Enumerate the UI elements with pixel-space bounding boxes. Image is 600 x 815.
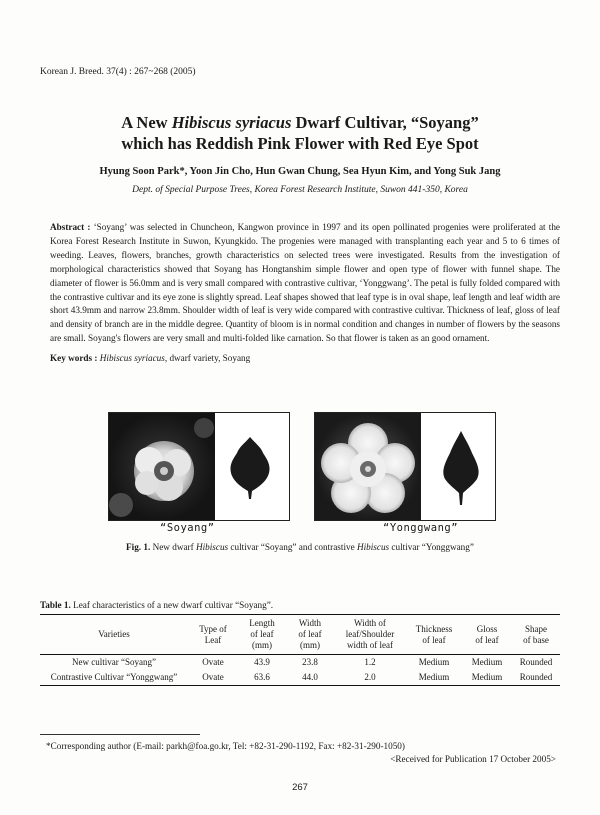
table-cell: 63.6 — [254, 672, 270, 682]
keywords-species: Hibiscus syriacus — [99, 353, 165, 363]
header-thickness — [406, 615, 462, 655]
table-row — [40, 655, 560, 671]
table-cell: 2.0 — [364, 672, 376, 682]
header-varieties — [40, 615, 188, 655]
table-row — [40, 670, 560, 686]
header-line: Type of — [199, 623, 227, 634]
table-cell: 1.2 — [364, 657, 376, 667]
header-line: Width of — [354, 618, 386, 628]
table-cell: Rounded — [519, 672, 553, 682]
table-cell: Ovate — [202, 672, 224, 682]
caption-part: cultivar “Soyang” and contrastive — [228, 542, 357, 552]
table-caption-label: Table 1. — [40, 600, 71, 610]
header-line: of leaf — [475, 634, 499, 645]
flower-photo-yonggwang — [315, 413, 421, 520]
table-cell: Medium — [418, 657, 450, 667]
header-line: Thickness — [415, 623, 453, 634]
table-caption — [40, 600, 273, 610]
table-cell: Medium — [471, 657, 503, 667]
leaf-characteristics-table — [40, 614, 560, 686]
header-line: Shape — [525, 623, 547, 634]
header-length-of-leaf — [238, 615, 286, 655]
table-cell: Ovate — [202, 657, 224, 667]
leaf-yonggwang-icon — [439, 429, 483, 507]
abstract-text: ‘Soyang’ was selected in Chuncheon, Kangwon province in 1997 and its open pollinated progenies were proliferated at the Korea Forest Research Institute in Suwon, Kyungkido. The progenies were managed with transplanting each year and 5 to 6 times of weeding. Leaves, flowers, branches, growth characteristics on selected trees were investigated. Results from the investigation of morphological characteristics showed that Soyang has Hongtanshim simple flower and open type of flower with funnel shape. The diameter of flower is 56.0mm and is very small compared with contrastive cultivar, ‘Yonggwang’. The petal is fully folded compared with the contrastive cultivar and its eye zone is slightly spread. Leaf shapes showed that leaf type is in oval shape, leaf length and leaf width are short 43.9mm and narrow 23.8mm. Shoulder width of leaf is very wide compared with contrastive cultivar. Thickness of leaf, gloss of leaf and density of branch are in the middle degree. Quantity of bloom is in normal condition and changes in number of flowers by the seasons are small. Soyang's flowers are very small and multi-folded like carnation. So that flower is taken as an good ornament. — [50, 222, 561, 344]
table-cell: 43.9 — [254, 657, 270, 667]
header-line: of base — [523, 634, 549, 645]
table-cell: 23.8 — [302, 657, 318, 667]
header-line: (mm) — [252, 640, 272, 650]
caption-genus: Hibiscus — [195, 542, 229, 552]
keywords-rest: , dwarf variety, Soyang — [164, 353, 251, 363]
keywords-label: Key words : — [50, 353, 98, 363]
caption-genus: Hibiscus — [356, 542, 390, 552]
table-cell: Rounded — [519, 657, 553, 667]
keywords — [50, 353, 560, 363]
leaf-soyang-icon — [227, 435, 273, 501]
header-line: width of leaf — [347, 640, 393, 650]
header-line: Leaf — [204, 634, 222, 645]
header-line: of leaf — [422, 634, 446, 645]
journal-reference: Korean J. Breed. 37(4) : 267~268 (2005) — [40, 67, 196, 77]
header-line: of leaf — [298, 629, 322, 639]
received-date: <Received for Publication 17 October 2005> — [390, 754, 556, 764]
caption-part: New dwarf — [150, 542, 196, 552]
affiliation: Dept. of Special Purpose Trees, Korea Forest Research Institute, Suwon 441-350, Korea — [132, 185, 468, 195]
paper-title — [0, 112, 600, 154]
table-cell: New cultivar “Soyang” — [72, 657, 156, 667]
header-type-of-leaf — [188, 615, 238, 655]
header-shoulder-ratio — [334, 615, 406, 655]
caption-part: cultivar “Yonggwang” — [389, 542, 474, 552]
author-list: Hyung Soon Park*, Yoon Jin Cho, Hun Gwan Chung, Sea Hyun Kim, and Yong Suk Jang — [99, 166, 501, 177]
header-line: Length — [249, 618, 275, 628]
header-line: Gloss — [476, 623, 498, 634]
table-cell: Medium — [471, 672, 503, 682]
figure-caption — [0, 542, 600, 552]
table-cell: Contrastive Cultivar “Yonggwang” — [50, 672, 178, 682]
header-line: Varieties — [98, 629, 130, 639]
title-species: Hibiscus syriacus — [171, 113, 292, 132]
abstract-label: Abstract : — [50, 222, 91, 232]
figure-panel-yonggwang — [314, 412, 496, 521]
header-gloss — [462, 615, 512, 655]
title-suffix: Dwarf Cultivar, “Soyang” — [291, 113, 479, 132]
flower-yonggwang-illustration — [315, 413, 421, 520]
abstract — [50, 221, 560, 346]
figure-panel-soyang — [108, 412, 290, 521]
flower-soyang-illustration — [109, 413, 215, 520]
header-shape-of-base — [512, 615, 560, 655]
figure-caption-label: Fig. 1. — [126, 542, 151, 552]
table-header-row — [40, 615, 560, 655]
page-number: 267 — [292, 782, 308, 793]
panel-label-yonggwang: “Yonggwang” — [383, 522, 459, 534]
panel-label-soyang: “Soyang” — [160, 522, 215, 534]
header-line: Width — [298, 618, 322, 628]
title-line-1 — [0, 112, 600, 133]
footnote-divider — [40, 734, 200, 735]
header-line: leaf/Shoulder — [345, 629, 395, 639]
header-width-of-leaf — [286, 615, 334, 655]
corresponding-author-footnote: *Corresponding author (E-mail: parkh@foa.go.kr, Tel: +82-31-290-1192, Fax: +82-31-290-1050) — [46, 741, 405, 751]
header-line: of leaf — [250, 629, 274, 639]
table-cell: Medium — [418, 672, 450, 682]
title-prefix: A New — [121, 113, 172, 132]
table-caption-text: Leaf characteristics of a new dwarf cultivar “Soyang”. — [70, 600, 274, 610]
table-cell: 44.0 — [302, 672, 318, 682]
flower-photo-soyang — [109, 413, 215, 520]
header-line: (mm) — [300, 640, 320, 650]
title-line-2: which has Reddish Pink Flower with Red Eye Spot — [121, 134, 479, 153]
